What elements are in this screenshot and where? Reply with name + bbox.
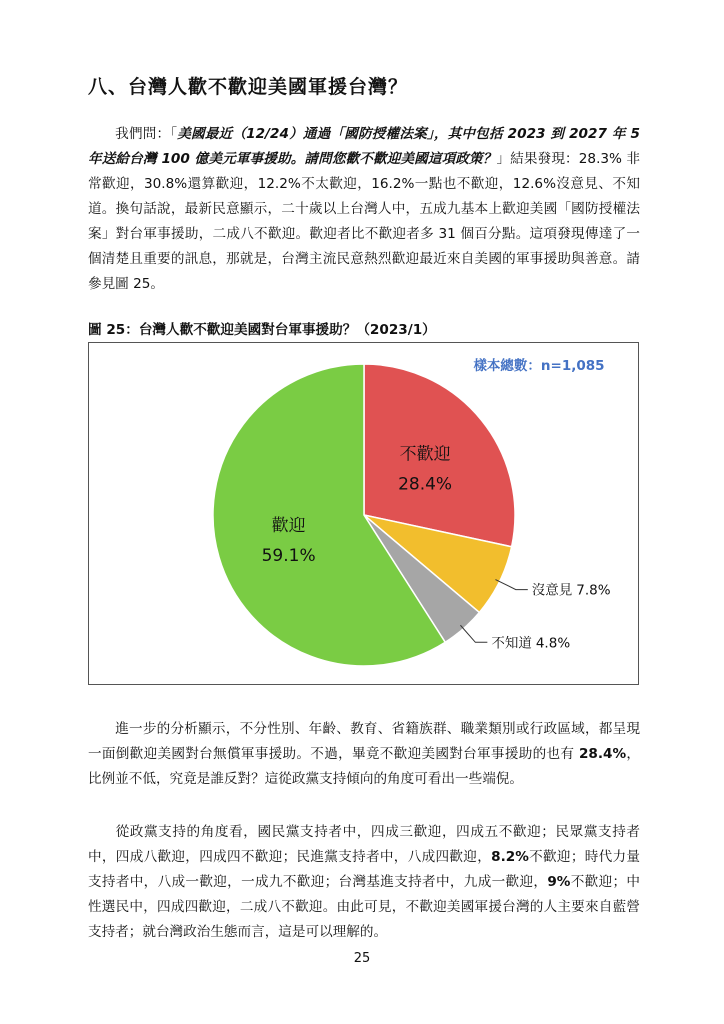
pie-chart [89,343,638,684]
paragraph-2 [88,717,640,792]
slice-value-0: 28.4% [398,474,453,495]
slice-label-1: 沒意見 [531,582,573,599]
section-heading: 八、台灣人歡不歡迎美國軍援台灣？ [88,76,409,98]
figure-caption: 圖 25：台灣人歡不歡迎美國對台軍事援助？（2023/1） [88,322,436,338]
para2-after: ，比例並不低，究竟是誰反對？這從政黨支持傾向的角度可看出一些端倪。 [88,746,641,787]
slice-value-3: 59.1% [261,546,316,567]
para2-before: 進一步的分析顯示，不分性別、年齡、教育、省籍族群、職業類別或行政區域，都呈現一面倒歡迎美國對台無償軍事援助。不過，畢竟不歡迎美國對台軍事援助的也有 [88,721,640,762]
slice-outside-label-2 [491,635,570,651]
para3-e: 不歡迎；中性選民中，四成四歡迎，二成八不歡迎。由此可見，不歡迎美國軍援台灣的人主要來自藍營支持者；就台灣政治生態而言，這是可以理解的。 [88,874,640,940]
para3-a: 從政黨支持的角度看，國民黨支持者中，四成三歡迎，四成五不歡迎；民眾黨支持者中，四成八歡迎，四成四不歡迎；民進黨支持者中，八成四歡迎， [88,824,640,865]
sample-size-note: 樣本總數：n=1,085 [473,358,605,374]
slice-value-2: 4.8% [535,635,571,652]
slice-label-0: 不歡迎 [399,444,451,465]
para3-d: 9% [547,874,571,890]
figure-box [88,342,639,685]
para1-question: 美國最近（12/24）通過「國防授權法案」，其中包括 2023 到 2027 年 5 年送給台灣 100 億美元軍事援助。請問您歡不歡迎美國這項政策？ [88,126,640,167]
slice-label-2: 不知道 [491,635,532,652]
slice-label-3: 歡迎 [271,516,306,537]
para2-bold: 28.4% [578,746,627,762]
slice-value-1: 7.8% [576,582,611,599]
paragraph-1 [88,122,640,297]
para1-tail: 」結果發現：28.3% 非常歡迎，30.8%還算歡迎，12.2%不太歡迎，16.2%一點也不歡迎，12.6%沒意見、不知道。換句話說，最新民意顯示，二十歲以上台灣人中，五成九基本上歡迎美國「國防授權法案」對台軍事援助，二成八不歡迎。歡迎者比不歡迎者多 31 個百分點。這項發現傳達了一個清楚且重要的訊息，那就是，台灣主流民意熱烈歡迎最近來自美國的軍事援助與善意。請參見圖 25。 [88,151,640,292]
para3-b: 8.2% [491,849,529,865]
slice-outside-label-1 [532,583,611,599]
paragraph-3 [88,820,640,945]
para3-c: 不歡迎；時代力量支持者中，八成一歡迎，一成九不歡迎；台灣基進支持者中，九成一歡迎， [88,849,641,890]
page-number: 25 [353,951,371,966]
para1-lead: 我們問：「 [115,126,178,142]
